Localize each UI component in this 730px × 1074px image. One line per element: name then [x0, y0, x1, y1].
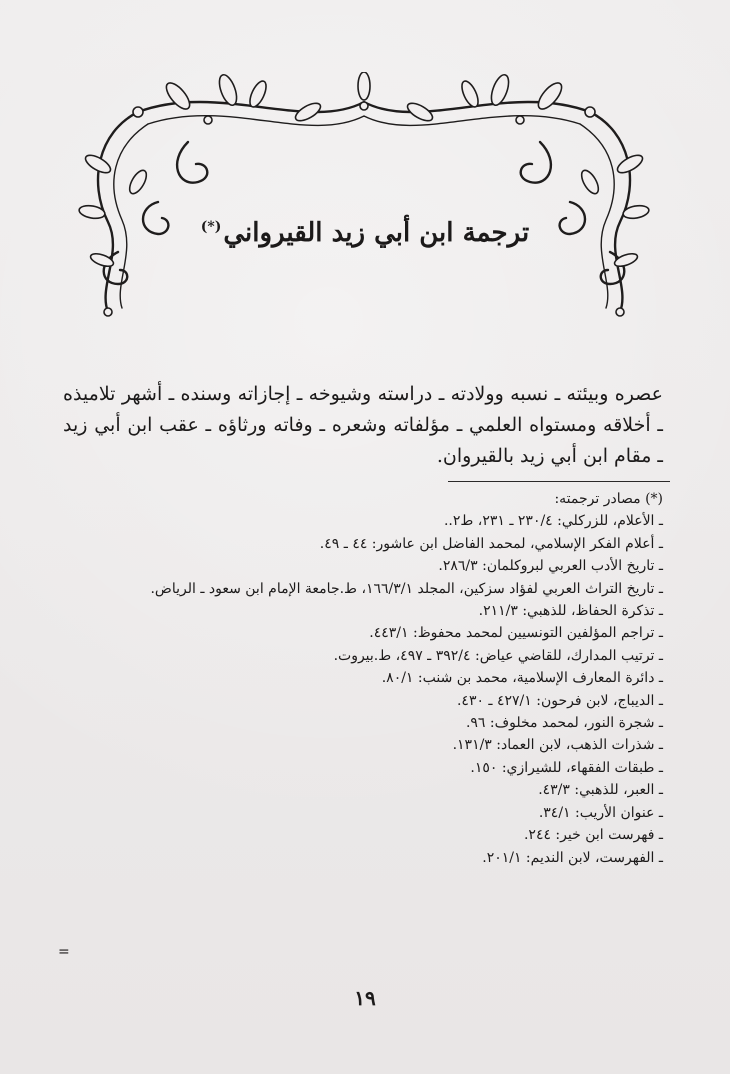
page-number: ١٩	[354, 986, 376, 1010]
footnote-line: ـ شذرات الذهب، لابن العماد: ١٣١/٣.	[452, 737, 663, 754]
footnote-heading: (*) مصادر ترجمته:	[554, 491, 663, 507]
footnote-line: ـ الأعلام، للزركلي: ٢٣٠/٤ ـ ٢٣١، ط٢..	[443, 513, 663, 530]
title-text: ترجمة ابن أبي زيد القيرواني	[223, 218, 530, 248]
chapter-title	[80, 218, 650, 248]
continuation-mark: =	[58, 944, 70, 960]
footnote-line: ـ تاريخ التراث العربي لفؤاد سزكين، المجلد ١٦٦/٣/١، ط.جامعة الإمام ابن سعود ـ الرياض.	[150, 580, 663, 597]
footnotes	[53, 488, 663, 869]
footnote-divider	[448, 481, 670, 482]
footnote-line: ـ تاريخ الأدب العربي لبروكلمان: ٢٨٦/٣.	[438, 558, 663, 575]
footnote-line: ـ فهرست ابن خير: ٢٤٤.	[523, 827, 663, 844]
footnote-line: ـ دائرة المعارف الإسلامية، محمد بن شنب: ٨٠/١.	[381, 670, 663, 687]
footnote-marker: (*)	[200, 219, 222, 236]
footnote-line: ـ الديباج، لابن فرحون: ٤٢٧/١ ـ ٤٣٠.	[456, 692, 663, 709]
footnote-line: ـ الفهرست، لابن النديم: ٢٠١/١.	[482, 849, 663, 866]
floral-frame-ornament	[78, 72, 650, 324]
footnote-line: ـ العبر، للذهبي: ٤٣/٣.	[538, 782, 663, 799]
chapter-summary: عصره وبيئته ـ نسبه وولادته ـ دراسته وشيوخه ـ إجازاته وسنده ـ أشهر تلاميذه ـ أخلاقه ومستواه العلمي ـ مؤلفاته وشعره ـ وفاته ورثاؤه ـ عقب ابن أبي زيد ـ مقام ابن أبي زيد بالقيروان.	[63, 383, 663, 467]
footnote-line: ـ تذكرة الحفاظ، للذهبي: ٢١١/٣.	[478, 603, 663, 620]
footnote-line: ـ أعلام الفكر الإسلامي، لمحمد الفاضل ابن عاشور: ٤٤ ـ ٤٩.	[319, 535, 663, 552]
footnote-line: ـ طبقات الفقهاء، للشيرازي: ١٥٠.	[470, 759, 663, 776]
footnote-line: ـ ترتيب المدارك، للقاضي عياض: ٣٩٢/٤ ـ ٤٩٧، ط.بيروت.	[333, 647, 663, 664]
footnote-line: ـ شجرة النور، لمحمد مخلوف: ٩٦.	[465, 715, 663, 732]
footnote-line: ـ تراجم المؤلفين التونسيين لمحمد محفوظ: ٤٤٣/١.	[369, 625, 663, 642]
footnote-line: ـ عنوان الأريب: ٣٤/١.	[538, 804, 663, 821]
